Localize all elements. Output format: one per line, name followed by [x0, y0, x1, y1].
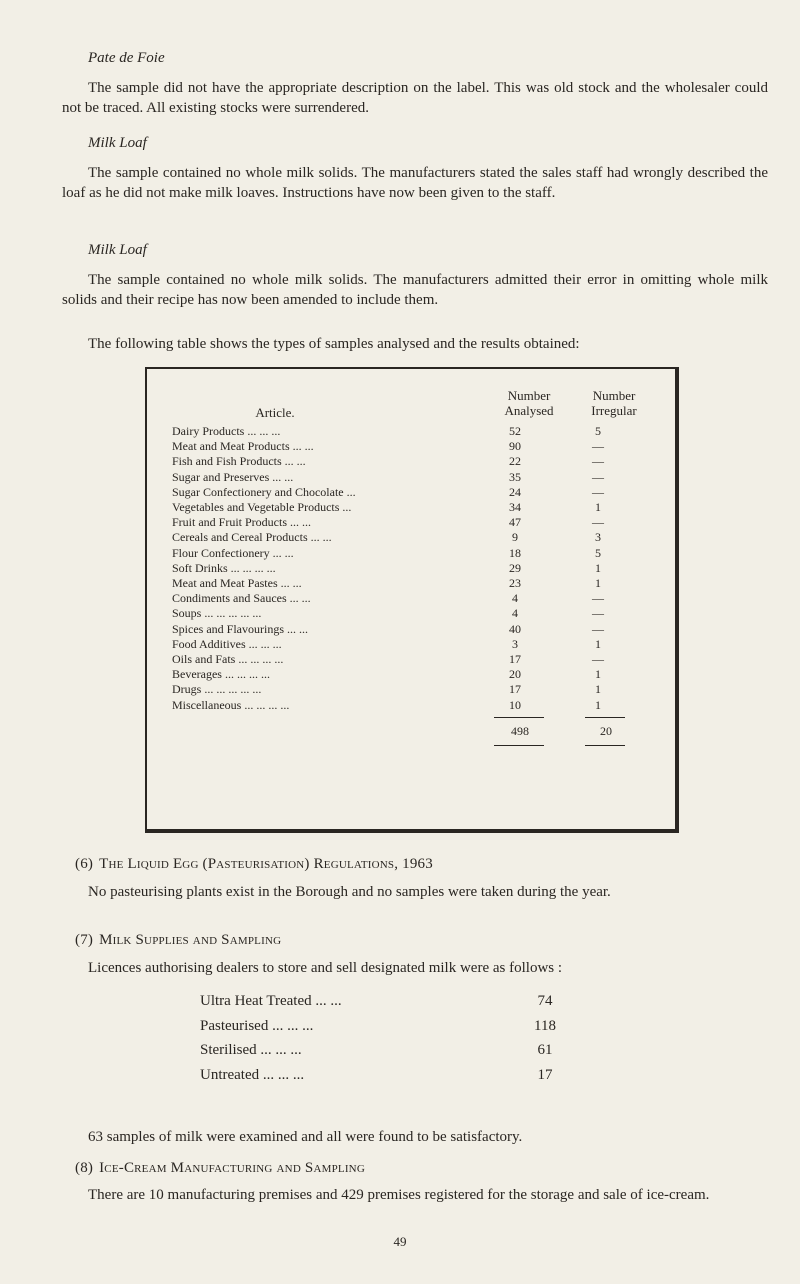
cell-article: Condiments and Sauces ... ... [172, 591, 311, 606]
heading-milk-loaf-2: Milk Loaf [88, 242, 147, 258]
table-row [172, 607, 642, 620]
cell-analysed: 18 [509, 545, 521, 560]
table-row [172, 486, 642, 499]
section-number: (7) [75, 932, 94, 948]
total-rule-bottom-1 [494, 745, 544, 746]
cell-analysed: 3 [512, 636, 518, 651]
cell-analysed: 20 [509, 667, 521, 682]
total-irregular: 20 [600, 724, 612, 738]
cell-analysed: 47 [509, 515, 521, 530]
section-heading-ice-cream [75, 1160, 365, 1177]
licence-row [200, 1018, 580, 1038]
cell-irregular: — [592, 652, 604, 666]
section-title: The Liquid Egg (Pasteurisation) Regulations, 1963 [99, 856, 433, 872]
cell-analysed: 52 [509, 424, 521, 438]
licence-row [200, 1067, 580, 1087]
paragraph-pate-de-foie: The sample did not have the appropriate description on the label. This was old stock and the wholesaler could not be traced. All existing stocks were surrendered. [62, 80, 768, 116]
table-intro: The following table shows the types of samples analysed and the results obtained: [88, 336, 580, 352]
cell-irregular: — [592, 515, 604, 530]
total-rule-bottom-2 [585, 745, 625, 746]
cell-irregular: 5 [595, 545, 601, 560]
licence-value: 118 [534, 1017, 556, 1034]
cell-irregular: — [592, 591, 604, 606]
column-header-irregular: Number Irregular [591, 388, 637, 418]
cell-article: Fish and Fish Products ... ... [172, 454, 306, 469]
total-rule-top-1 [494, 717, 544, 718]
column-header-article: Article. [255, 405, 295, 420]
cell-article: Soft Drinks ... ... ... ... [172, 560, 276, 575]
cell-article: Food Additives ... ... ... [172, 636, 282, 651]
cell-irregular: — [592, 484, 604, 499]
cell-analysed: 23 [509, 576, 521, 590]
cell-article: Sugar Confectionery and Chocolate ... [172, 484, 356, 499]
cell-article: Dairy Products ... ... ... [172, 424, 281, 438]
paragraph-milk-licences-intro: Licences authorising dealers to store and sell designated milk were as follows : [88, 960, 563, 976]
cell-analysed: 35 [509, 469, 521, 484]
total-rule-top-2 [585, 717, 625, 718]
cell-article: Drugs ... ... ... ... ... [172, 682, 262, 697]
cell-article: Spices and Flavourings ... ... [172, 621, 308, 636]
cell-irregular: 1 [595, 667, 601, 682]
cell-article: Soups ... ... ... ... ... [172, 606, 262, 621]
section-number: (8) [75, 1160, 94, 1176]
paragraph-milk-result: 63 samples of milk were examined and all were found to be satisfactory. [88, 1129, 523, 1145]
cell-article: Meat and Meat Products ... ... [172, 439, 314, 454]
cell-irregular: 1 [595, 682, 601, 697]
table-row [172, 668, 642, 681]
cell-analysed: 29 [509, 560, 521, 575]
licence-label: Ultra Heat Treated ... ... [200, 993, 342, 1009]
licence-value: 61 [537, 1042, 553, 1058]
table-row [172, 683, 642, 696]
cell-article: Beverages ... ... ... ... [172, 667, 270, 682]
cell-analysed: 9 [512, 530, 518, 545]
cell-analysed: 4 [512, 591, 518, 606]
cell-irregular: 1 [595, 697, 601, 712]
table-row [172, 638, 642, 651]
cell-irregular: 5 [595, 424, 601, 438]
cell-analysed: 17 [509, 652, 521, 666]
cell-article: Cereals and Cereal Products ... ... [172, 530, 332, 545]
cell-article: Flour Confectionery ... ... [172, 545, 294, 560]
cell-irregular: — [592, 606, 604, 621]
cell-article: Vegetables and Vegetable Products ... [172, 500, 352, 514]
table-row [172, 592, 642, 605]
cell-article: Meat and Meat Pastes ... ... [172, 576, 302, 590]
page-number: 49 [393, 1234, 407, 1249]
paragraph-liquid-egg: No pasteurising plants exist in the Borough and no samples were taken during the year. [88, 884, 611, 900]
cell-analysed: 17 [509, 682, 521, 697]
table-row [172, 471, 642, 484]
table-row [172, 577, 642, 590]
total-analysed: 498 [511, 724, 529, 738]
cell-irregular: 1 [595, 636, 601, 651]
heading-pate-de-foie: Pate de Foie [88, 50, 165, 66]
cell-article: Oils and Fats ... ... ... ... [172, 652, 284, 666]
section-heading-liquid-egg [75, 856, 433, 873]
cell-irregular: — [592, 439, 604, 454]
table-row [172, 516, 642, 529]
cell-article: Fruit and Fruit Products ... ... [172, 515, 312, 530]
table-row [172, 562, 642, 575]
cell-analysed: 34 [509, 500, 521, 514]
licence-row [200, 1042, 580, 1062]
licence-value: 74 [537, 993, 553, 1009]
cell-analysed: 40 [509, 621, 521, 636]
table-row [172, 425, 642, 438]
cell-irregular: 3 [595, 530, 601, 545]
cell-irregular: 1 [595, 576, 601, 590]
licence-label: Untreated ... ... ... [200, 1066, 305, 1083]
section-heading-milk-supplies [75, 932, 281, 949]
cell-irregular: 1 [595, 560, 601, 575]
table-row [172, 653, 642, 666]
table-row [172, 699, 642, 712]
table-row [172, 531, 642, 544]
cell-irregular: — [592, 469, 604, 484]
cell-irregular: 1 [595, 500, 601, 514]
cell-article: Miscellaneous ... ... ... ... [172, 697, 290, 712]
section-title: Milk Supplies and Sampling [99, 932, 282, 948]
licence-label: Sterilised ... ... ... [200, 1042, 302, 1058]
table-row [172, 547, 642, 560]
cell-article: Sugar and Preserves ... ... [172, 469, 294, 484]
section-number: (6) [75, 856, 94, 872]
cell-irregular: — [592, 621, 604, 636]
paragraph-ice-cream: There are 10 manufacturing premises and 429 premises registered for the storage and sale of ice-cream. [88, 1187, 710, 1203]
table-row [172, 455, 642, 468]
licence-label: Pasteurised ... ... ... [200, 1017, 314, 1034]
paragraph-milk-loaf-1: The sample contained no whole milk solids. The manufacturers stated the sales staff had wrongly described the loaf as he did not make milk loaves. Instructions have now been given to the staff. [62, 165, 768, 201]
cell-analysed: 22 [509, 454, 521, 469]
licence-row [200, 993, 580, 1013]
licence-value: 17 [537, 1066, 553, 1083]
table-row [172, 501, 642, 514]
cell-analysed: 4 [512, 606, 518, 621]
cell-analysed: 24 [509, 484, 521, 499]
cell-analysed: 90 [509, 439, 521, 454]
heading-milk-loaf-1: Milk Loaf [88, 135, 147, 151]
table-row [172, 440, 642, 453]
section-title: Ice-Cream Manufacturing and Sampling [99, 1160, 365, 1176]
column-header-analysed: Number Analysed [504, 388, 554, 418]
cell-analysed: 10 [509, 697, 521, 712]
cell-irregular: — [592, 454, 604, 469]
table-row [172, 623, 642, 636]
paragraph-milk-loaf-2: The sample contained no whole milk solids. The manufacturers admitted their error in omitting whole milk solids and their recipe has now been amended to include them. [62, 272, 768, 308]
